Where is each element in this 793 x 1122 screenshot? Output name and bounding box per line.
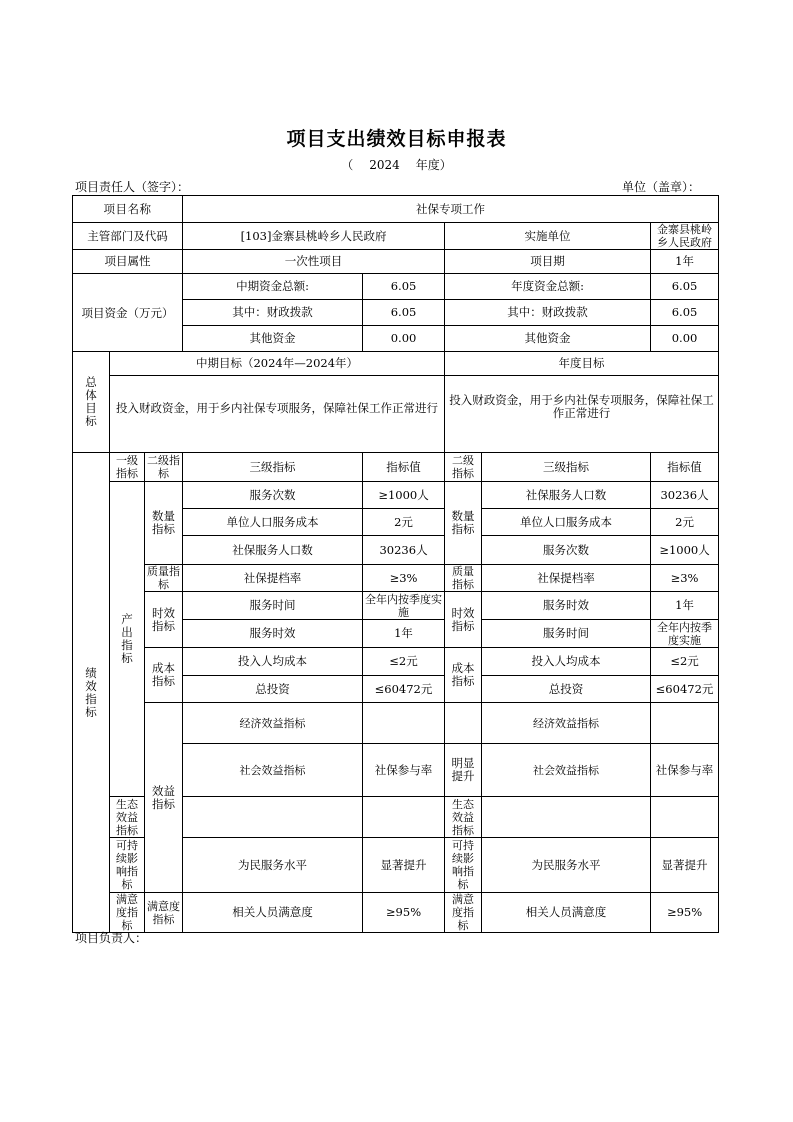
mid-total-label: 中期资金总额: — [183, 274, 363, 300]
social-label-mid: 社会效益指标 — [183, 744, 363, 797]
year-q3-value: ≥1000人 — [651, 536, 719, 565]
year-qa1-value: ≥3% — [651, 565, 719, 592]
year-ecological-l3 — [482, 797, 651, 838]
year-t1: 服务时效 — [482, 592, 651, 620]
mid-economic-l3 — [363, 703, 445, 744]
mid-q2-value: 2元 — [363, 509, 445, 536]
year-c1-value: ≤2元 — [651, 648, 719, 676]
year-line — [0, 156, 793, 173]
mid-total-value: 6.05 — [363, 274, 445, 300]
sustain-label-mid: 可持续影响指标 — [110, 838, 145, 893]
period-label: 项目期 — [445, 250, 651, 274]
mid-q2: 单位人口服务成本 — [183, 509, 363, 536]
attr-label: 项目属性 — [73, 250, 183, 274]
year-su1: 为民服务水平 — [482, 838, 651, 893]
col-l2-year: 二级指标 — [445, 453, 482, 482]
funds-label: 项目资金（万元） — [73, 274, 183, 352]
year-other-value: 0.00 — [651, 326, 719, 352]
project-name-label: 项目名称 — [73, 196, 183, 223]
mid-fiscal-value: 6.05 — [363, 300, 445, 326]
year-c2: 总投资 — [482, 676, 651, 703]
mid-q1-value: ≥1000人 — [363, 482, 445, 509]
mid-goal-header: 中期目标（2024年—2024年） — [110, 352, 445, 376]
mid-fiscal-label: 其中：财政拨款 — [183, 300, 363, 326]
mid-ecological-l3 — [183, 797, 363, 838]
mid-s1: 社保参与率 — [363, 744, 445, 797]
ecological-label-mid: 生态效益指标 — [110, 797, 145, 838]
year-sat1: 相关人员满意度 — [482, 893, 651, 933]
period-value: 1年 — [651, 250, 719, 274]
goals-label: 总体目标 — [73, 352, 110, 453]
col-l3-mid: 三级指标 — [183, 453, 363, 482]
cost-label-year: 成本指标 — [445, 648, 482, 703]
year-economic-l3 — [651, 703, 719, 744]
sustain-label-year: 可持续影响指标 — [445, 838, 482, 893]
impl-value: 金寨县桃岭乡人民政府 — [651, 223, 719, 250]
mid-su1: 为民服务水平 — [183, 838, 363, 893]
year-value: 2024 — [369, 158, 400, 172]
year-c2-value: ≤60472元 — [651, 676, 719, 703]
page-title: 项目支出绩效目标申报表 — [286, 128, 507, 150]
impl-label: 实施单位 — [445, 223, 651, 250]
year-q2-value: 2元 — [651, 509, 719, 536]
col-val-year: 指标值 — [651, 453, 719, 482]
year-suffix: 年度） — [415, 158, 452, 172]
year-sat1-value: ≥95% — [651, 893, 719, 933]
responsible-label: 项目责任人（签字）： — [75, 180, 190, 194]
year-ecological-value — [651, 797, 719, 838]
mid-goal-text: 投入财政资金，用于乡内社保专项服务，保障社保工作正常进行 — [110, 376, 445, 453]
project-name-value: 社保专项工作 — [183, 196, 719, 223]
year-t2: 服务时间 — [482, 620, 651, 648]
benefit-label: 效益指标 — [145, 703, 183, 893]
year-fiscal-value: 6.05 — [651, 300, 719, 326]
social-label-year: 社会效益指标 — [482, 744, 651, 797]
mid-q3-value: 30236人 — [363, 536, 445, 565]
year-c1: 投入人均成本 — [482, 648, 651, 676]
mid-s1-value: 明显提升 — [445, 744, 482, 797]
year-t1-value: 1年 — [651, 592, 719, 620]
mid-c2-value: ≤60472元 — [363, 676, 445, 703]
perf-label: 绩效指标 — [73, 453, 110, 933]
year-qa1: 社保提档率 — [482, 565, 651, 592]
satisfaction-l1-label: 满意度指标 — [110, 893, 145, 933]
dept-value: [103]金寨县桃岭乡人民政府 — [183, 223, 445, 250]
mid-qa1-value: ≥3% — [363, 565, 445, 592]
performance-target-table — [72, 195, 719, 933]
mid-economic-value — [445, 703, 482, 744]
year-su1-value: 显著提升 — [651, 838, 719, 893]
satisfaction-l2-label-mid: 满意度指标 — [145, 893, 183, 933]
leader-label: 项目负责人： — [75, 931, 148, 945]
mid-c2: 总投资 — [183, 676, 363, 703]
mid-c1-value: ≤2元 — [363, 648, 445, 676]
year-q1: 社保服务人口数 — [482, 482, 651, 509]
year-paren: （ — [341, 158, 354, 172]
year-q3: 服务次数 — [482, 536, 651, 565]
mid-c1: 投入人均成本 — [183, 648, 363, 676]
quality-label-year: 质量指标 — [445, 565, 482, 592]
economic-label-year: 经济效益指标 — [482, 703, 651, 744]
mid-qa1: 社保提档率 — [183, 565, 363, 592]
mid-t1-value: 全年内按季度实施 — [363, 592, 445, 620]
year-s1: 社保参与率 — [651, 744, 719, 797]
attr-value: 一次性项目 — [183, 250, 445, 274]
satisfaction-l2-label-year: 满意度指标 — [445, 893, 482, 933]
mid-sat1: 相关人员满意度 — [183, 893, 363, 933]
mid-t2: 服务时效 — [183, 620, 363, 648]
economic-label-mid: 经济效益指标 — [183, 703, 363, 744]
mid-other-label: 其他资金 — [183, 326, 363, 352]
mid-q3: 社保服务人口数 — [183, 536, 363, 565]
col-l1: 一级指标 — [110, 453, 145, 482]
mid-su1-value: 显著提升 — [363, 838, 445, 893]
quality-label-mid: 质量指标 — [145, 565, 183, 592]
unit-label: 单位（盖章）： — [622, 180, 701, 194]
year-total-label: 年度资金总额: — [445, 274, 651, 300]
timeliness-label-year: 时效指标 — [445, 592, 482, 648]
year-goal-text: 投入财政资金，用于乡内社保专项服务，保障社保工作正常进行 — [445, 376, 719, 453]
year-q1-value: 30236人 — [651, 482, 719, 509]
year-other-label: 其他资金 — [445, 326, 651, 352]
quantity-label-year: 数量指标 — [445, 482, 482, 565]
dept-label: 主管部门及代码 — [73, 223, 183, 250]
timeliness-label-mid: 时效指标 — [145, 592, 183, 648]
col-val-mid: 指标值 — [363, 453, 445, 482]
year-goal-header: 年度目标 — [445, 352, 719, 376]
col-l3-year: 三级指标 — [482, 453, 651, 482]
ecological-label-year: 生态效益指标 — [445, 797, 482, 838]
cost-label-mid: 成本指标 — [145, 648, 183, 703]
col-l2-mid: 二级指标 — [145, 453, 183, 482]
quantity-label-mid: 数量指标 — [145, 482, 183, 565]
mid-other-value: 0.00 — [363, 326, 445, 352]
output-label: 产出指标 — [110, 482, 145, 797]
year-t2-value: 全年内按季度实施 — [651, 620, 719, 648]
mid-t2-value: 1年 — [363, 620, 445, 648]
year-fiscal-label: 其中：财政拨款 — [445, 300, 651, 326]
mid-t1: 服务时间 — [183, 592, 363, 620]
mid-sat1-value: ≥95% — [363, 893, 445, 933]
mid-ecological-value — [363, 797, 445, 838]
year-total-value: 6.05 — [651, 274, 719, 300]
mid-q1: 服务次数 — [183, 482, 363, 509]
year-q2: 单位人口服务成本 — [482, 509, 651, 536]
